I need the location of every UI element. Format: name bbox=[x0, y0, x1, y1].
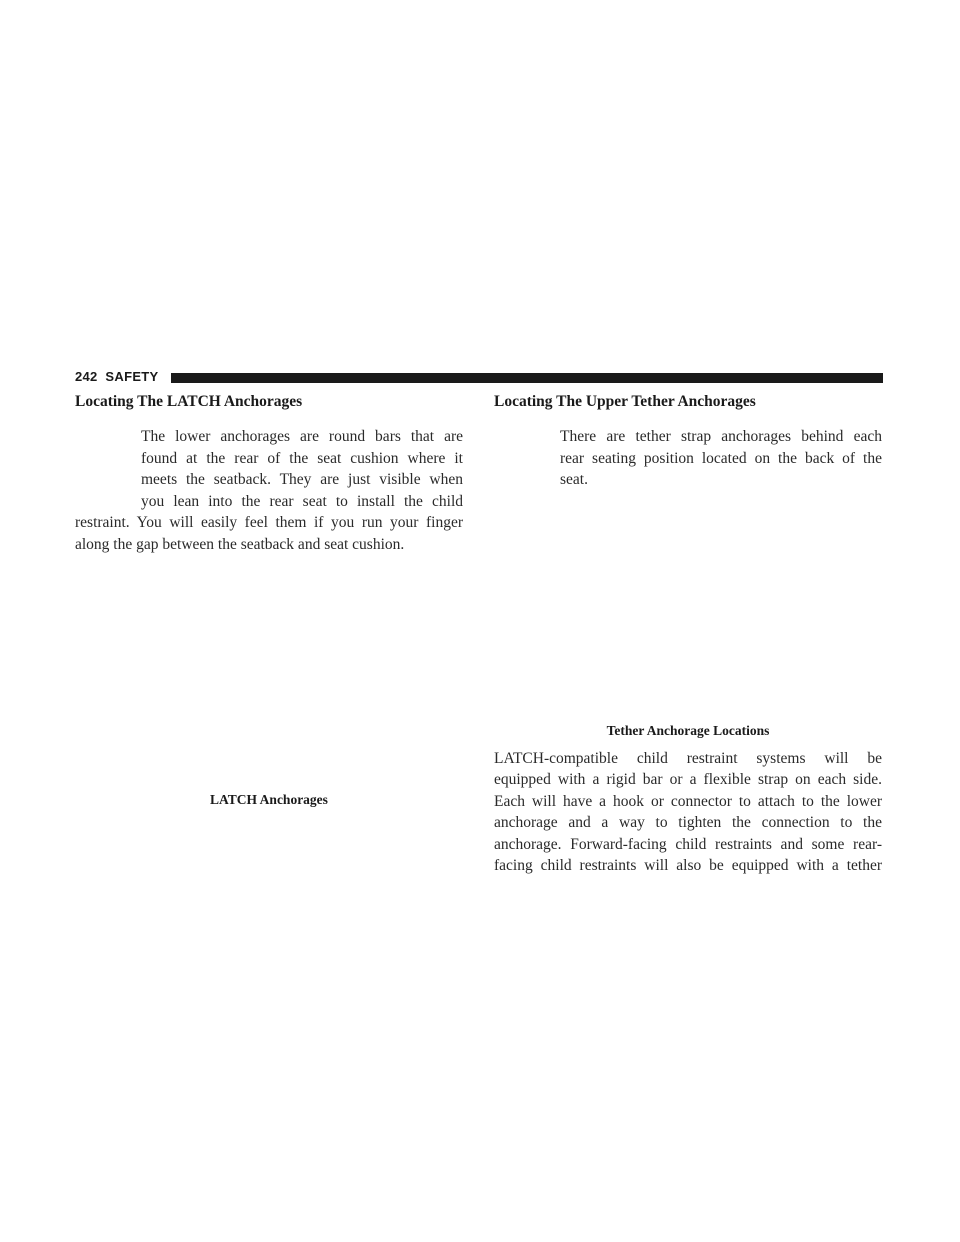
compat-line-2: equipped with a rigid bar or a flexible strap on each side. bbox=[494, 771, 882, 788]
right-column bbox=[494, 390, 882, 877]
compat-line-4: anchorage and a way to tighten the connection to the bbox=[494, 814, 882, 831]
tether-figure-caption: Tether Anchorage Locations bbox=[606, 722, 770, 738]
tether-line-2: rear seating position located on the back of the bbox=[560, 449, 882, 467]
left-column bbox=[75, 390, 463, 809]
tether-heading: Locating The Upper Tether Anchorages bbox=[494, 393, 756, 410]
latch-paragraph-full bbox=[75, 512, 463, 555]
page-number: 242 bbox=[75, 369, 98, 384]
latch-line-6: along the gap between the seatback and seat cushion. bbox=[75, 535, 405, 553]
header-rule bbox=[171, 373, 883, 383]
latch-figure-caption: LATCH Anchorages bbox=[210, 792, 328, 807]
tether-figure-placeholder bbox=[494, 491, 882, 722]
compat-line-1: LATCH-compatible child restraint systems will be bbox=[494, 749, 882, 767]
compat-line-5: anchorage. Forward-facing child restraints and some rear- bbox=[494, 835, 882, 853]
tether-line-3: seat. bbox=[560, 471, 588, 488]
tether-paragraph-indented bbox=[494, 426, 882, 491]
compat-line-6: facing child restraints will also be equipped with a tether bbox=[494, 857, 882, 874]
latch-line-2: found at the rear of the seat cushion where it bbox=[141, 449, 463, 467]
latch-compatible-paragraph bbox=[494, 748, 882, 877]
latch-line-4: you lean into the rear seat to install the child bbox=[141, 492, 463, 510]
latch-figure-placeholder bbox=[75, 555, 463, 791]
section-title: SAFETY bbox=[105, 369, 159, 384]
latch-line-1: The lower anchorages are round bars that are bbox=[141, 428, 463, 445]
latch-heading: Locating The LATCH Anchorages bbox=[75, 393, 303, 410]
latch-paragraph-indented bbox=[75, 426, 463, 512]
tether-line-1: There are tether strap anchorages behind each bbox=[560, 428, 882, 445]
latch-line-3: meets the seatback. They are just visible when bbox=[141, 471, 463, 488]
latch-line-5: restraint. You will easily feel them if you run your finger bbox=[75, 514, 463, 531]
compat-line-3: Each will have a hook or connector to attach to the lower bbox=[494, 792, 882, 810]
page-number-section bbox=[75, 369, 159, 385]
page-header bbox=[75, 369, 883, 385]
